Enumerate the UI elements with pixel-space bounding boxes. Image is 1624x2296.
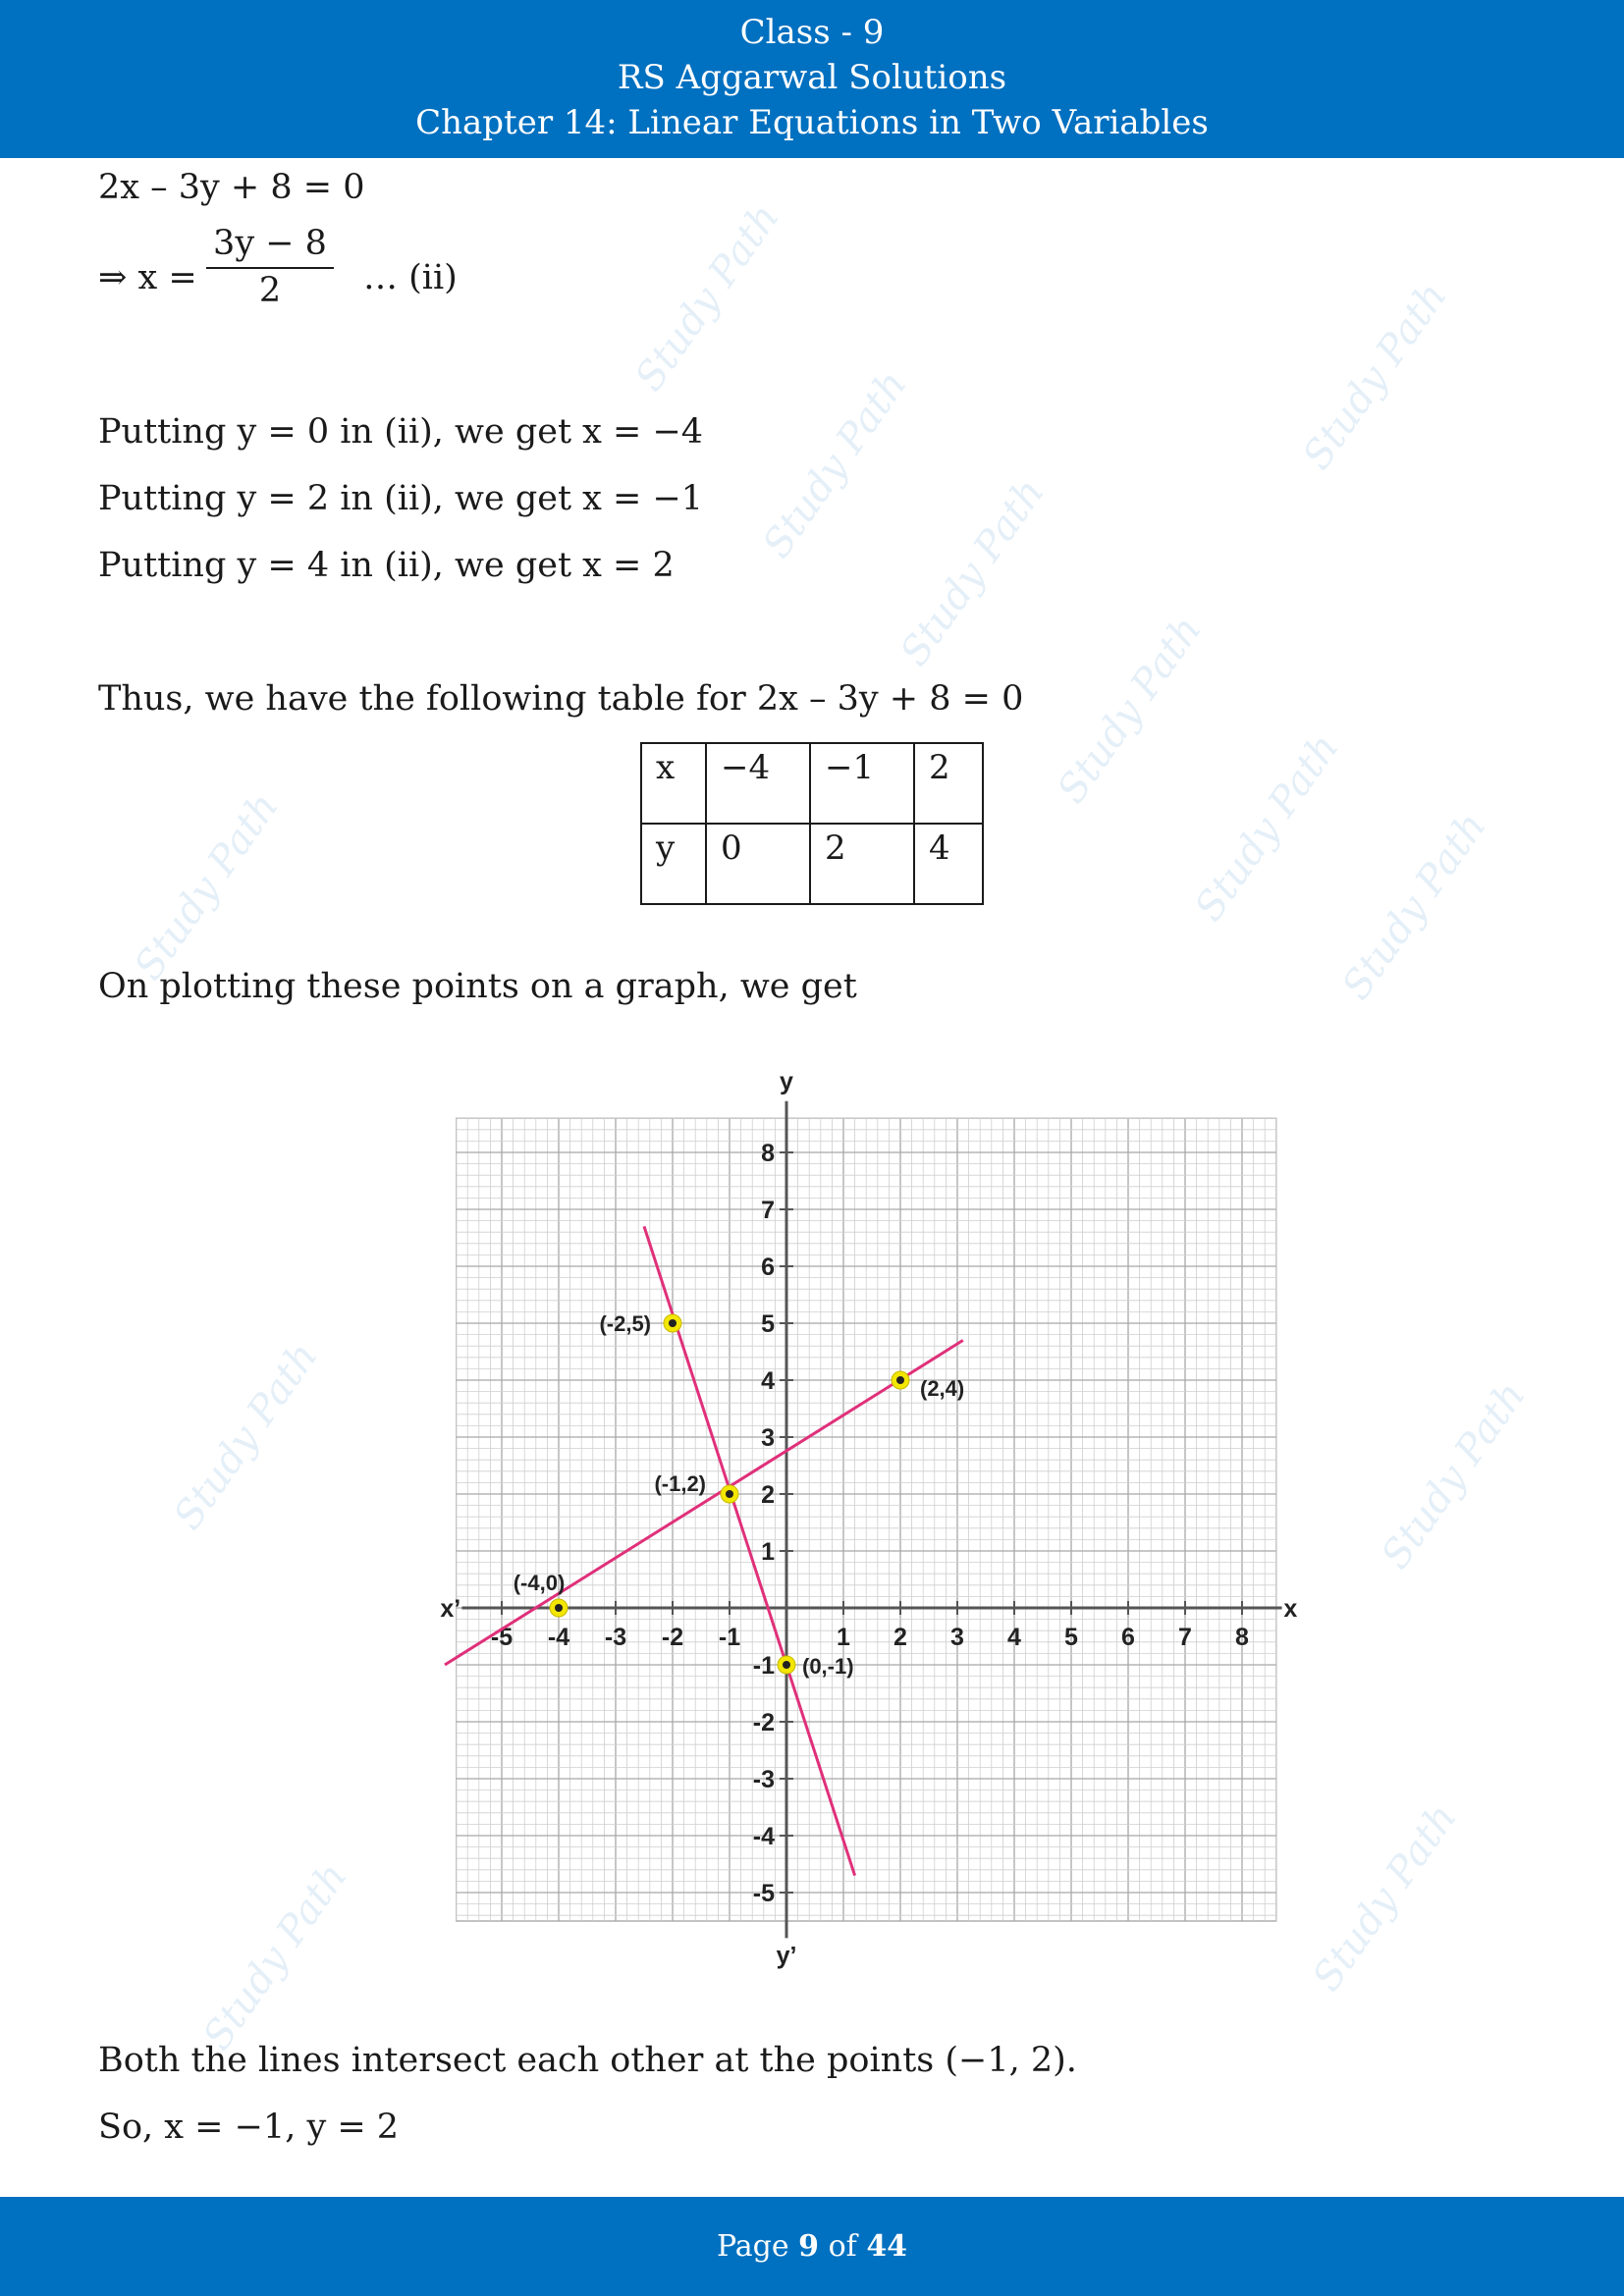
x-tick-label: -1 xyxy=(718,1624,741,1651)
point-label: (-4,0) xyxy=(513,1571,566,1595)
fraction-numerator: 3y − 8 xyxy=(206,224,334,269)
header-class: Class - 9 xyxy=(739,13,885,52)
watermark: Study Path xyxy=(626,195,788,400)
data-point-center xyxy=(726,1490,733,1498)
header-chapter: Chapter 14: Linear Equations in Two Variables xyxy=(415,103,1209,142)
putting-line-2: Putting y = 2 in (ii), we get x = −1 xyxy=(98,479,704,518)
point-label: (0,-1) xyxy=(802,1654,854,1679)
data-point-center xyxy=(555,1604,563,1612)
equation-tag: … (ii) xyxy=(363,258,458,297)
data-point-center xyxy=(783,1661,790,1669)
point-label: (-2,5) xyxy=(599,1311,651,1336)
page-of: of xyxy=(828,2229,857,2264)
watermark: Study Path xyxy=(892,470,1054,674)
putting-line-3: Putting y = 4 in (ii), we get x = 2 xyxy=(98,546,675,585)
x-tick-label: 3 xyxy=(950,1624,964,1651)
y-tick-label: -4 xyxy=(752,1823,775,1850)
y-tick-label: -5 xyxy=(752,1880,775,1907)
y-tick-label: 5 xyxy=(761,1310,775,1338)
page-total: 44 xyxy=(866,2229,908,2264)
watermark: Study Path xyxy=(165,1334,327,1538)
equation-line: 2x – 3y + 8 = 0 xyxy=(98,168,365,207)
page-header xyxy=(0,0,1624,158)
y-tick-label: -3 xyxy=(752,1766,775,1793)
data-point-center xyxy=(896,1376,904,1384)
watermark: Study Path xyxy=(1304,1795,1466,2000)
watermark: Study Path xyxy=(1186,725,1348,930)
y-tick-label: 4 xyxy=(761,1367,775,1395)
x-tick-label: 8 xyxy=(1235,1624,1249,1651)
values-table xyxy=(640,742,984,905)
x-tick-label: -2 xyxy=(661,1624,684,1651)
table-row xyxy=(641,824,983,904)
fraction-denominator: 2 xyxy=(258,271,282,310)
x-tick-label: -3 xyxy=(604,1624,627,1651)
table-cell: 2 xyxy=(810,824,914,904)
x-axis-neg-label: x’ xyxy=(440,1595,461,1623)
watermark: Study Path xyxy=(194,1854,356,2058)
x-axis-label: x xyxy=(1283,1595,1298,1623)
y-tick-label: 2 xyxy=(761,1481,775,1509)
watermark: Study Path xyxy=(754,362,916,566)
watermark: Study Path xyxy=(126,784,288,988)
plot-intro: On plotting these points on a graph, we get xyxy=(98,967,857,1006)
watermark: Study Path xyxy=(1333,804,1495,1008)
y-tick-label: -2 xyxy=(752,1709,775,1736)
fraction xyxy=(206,224,334,310)
x-tick-label: 7 xyxy=(1178,1624,1192,1651)
conclusion-line-2: So, x = −1, y = 2 xyxy=(98,2108,400,2147)
x-tick-label: 1 xyxy=(837,1624,850,1651)
table-cell: −4 xyxy=(706,743,810,824)
x-tick-label: 2 xyxy=(893,1624,907,1651)
table-cell: x xyxy=(641,743,706,824)
watermark: Study Path xyxy=(1373,1373,1535,1577)
x-tick-label: -5 xyxy=(490,1624,514,1651)
y-tick-label: 1 xyxy=(761,1538,775,1566)
table-cell: 0 xyxy=(706,824,810,904)
header-book: RS Aggarwal Solutions xyxy=(617,58,1007,97)
x-tick-label: -4 xyxy=(547,1624,570,1651)
page-current: 9 xyxy=(798,2229,820,2264)
table-row xyxy=(641,743,983,824)
putting-line-1: Putting y = 0 in (ii), we get x = −4 xyxy=(98,412,704,452)
x-tick-label: 5 xyxy=(1064,1624,1078,1651)
watermark: Study Path xyxy=(1294,274,1456,478)
x-tick-label: 6 xyxy=(1121,1624,1135,1651)
table-cell: −1 xyxy=(810,743,914,824)
y-tick-label: 6 xyxy=(761,1254,775,1281)
y-axis-neg-label: y’ xyxy=(776,1942,797,1970)
table-cell: 2 xyxy=(914,743,983,824)
page-label: Page xyxy=(716,2229,789,2264)
point-label: (-1,2) xyxy=(654,1471,706,1496)
y-axis-label: y xyxy=(780,1067,793,1095)
point-label: (2,4) xyxy=(920,1376,965,1401)
table-cell: 4 xyxy=(914,824,983,904)
y-tick-label: -1 xyxy=(752,1652,775,1680)
watermark: Study Path xyxy=(1049,608,1211,812)
data-point-center xyxy=(669,1319,677,1327)
y-tick-label: 8 xyxy=(761,1140,775,1167)
y-tick-label: 3 xyxy=(761,1424,775,1452)
implies-prefix: ⇒ x = xyxy=(98,258,197,297)
linear-equations-graph xyxy=(412,1041,1316,2002)
conclusion-line-1: Both the lines intersect each other at the points (−1, 2). xyxy=(98,2041,1077,2080)
table-cell: y xyxy=(641,824,706,904)
table-intro: Thus, we have the following table for 2x – 3y + 8 = 0 xyxy=(98,679,1024,719)
x-tick-label: 4 xyxy=(1007,1624,1021,1651)
page-footer xyxy=(0,2197,1624,2296)
y-tick-label: 7 xyxy=(761,1197,775,1224)
